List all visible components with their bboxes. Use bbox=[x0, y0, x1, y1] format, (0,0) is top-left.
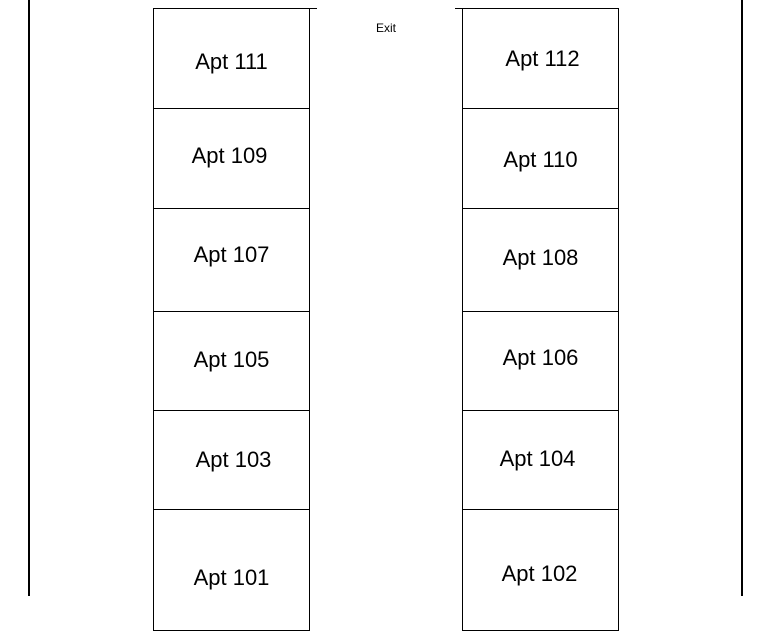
exit-label: Exit bbox=[376, 21, 397, 35]
apartment-label: Apt 111 bbox=[195, 48, 268, 74]
apartment-label: Apt 103 bbox=[195, 447, 272, 472]
apartment-label: Apt 102 bbox=[501, 561, 578, 586]
apartment-label: Apt 105 bbox=[193, 347, 270, 372]
apartment-label: Apt 110 bbox=[503, 146, 578, 172]
apartment-unit bbox=[154, 209, 309, 312]
outer-wall-left bbox=[28, 0, 30, 596]
apartment-label: Apt 106 bbox=[502, 345, 579, 370]
apartment-unit bbox=[463, 109, 618, 209]
apartment-column-left bbox=[153, 8, 310, 631]
apartment-column-right bbox=[462, 8, 619, 631]
apartment-unit bbox=[154, 9, 309, 109]
apartment-label: Apt 104 bbox=[499, 446, 576, 471]
apartment-unit bbox=[463, 312, 618, 411]
apartment-label: Apt 107 bbox=[193, 242, 270, 267]
apartment-unit bbox=[154, 109, 309, 209]
apartment-label: Apt 112 bbox=[505, 45, 580, 71]
apartment-label: Apt 109 bbox=[191, 142, 268, 168]
apartment-label: Apt 101 bbox=[193, 565, 270, 590]
apartment-unit bbox=[463, 411, 618, 510]
apartment-unit bbox=[154, 510, 309, 630]
apartment-label: Apt 108 bbox=[502, 245, 579, 270]
apartment-unit bbox=[463, 9, 618, 109]
apartment-unit bbox=[463, 510, 618, 630]
apartment-unit bbox=[463, 209, 618, 312]
apartment-unit bbox=[154, 411, 309, 510]
hallway-edge-left bbox=[309, 8, 317, 9]
outer-wall-right bbox=[741, 0, 743, 596]
apartment-unit bbox=[154, 312, 309, 411]
